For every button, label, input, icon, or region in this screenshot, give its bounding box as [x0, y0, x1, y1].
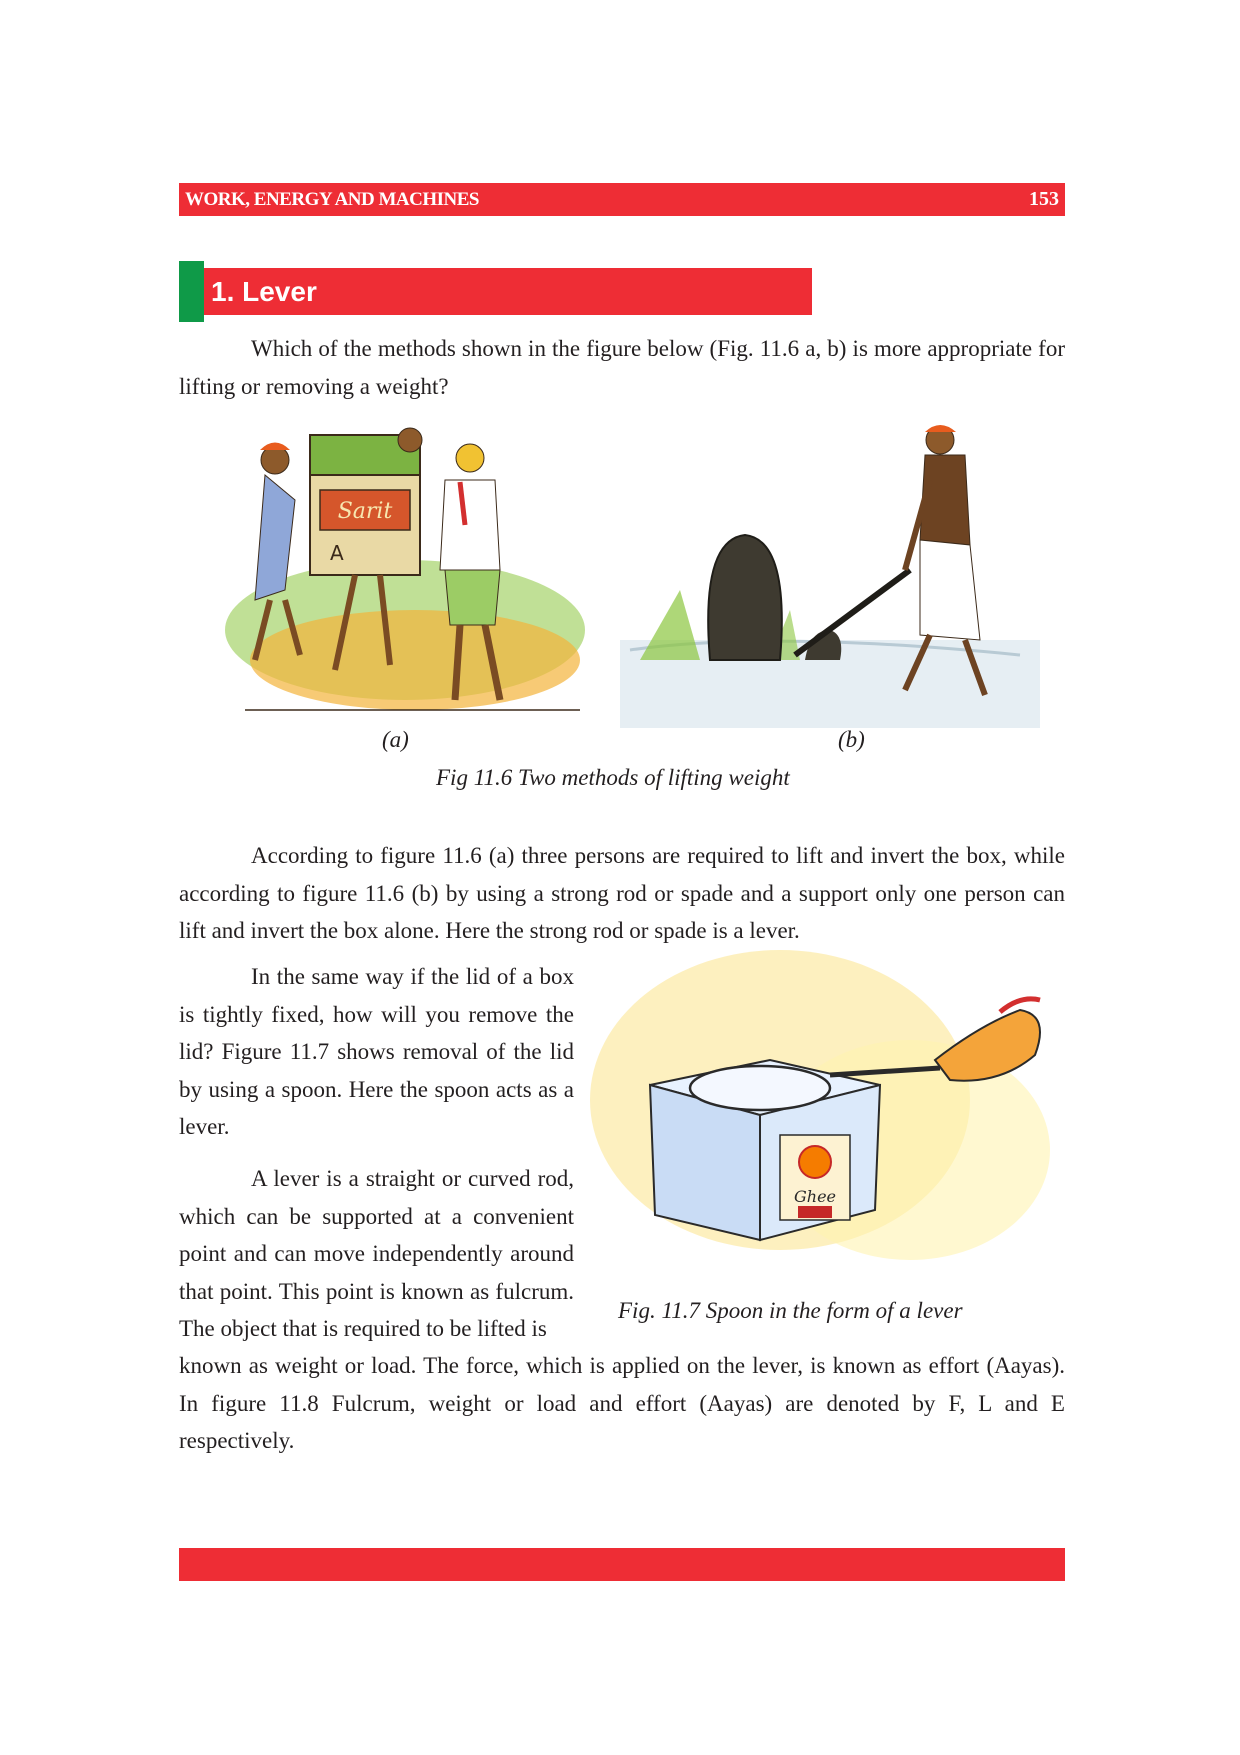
intro-text: Which of the methods shown in the figure below (Fig. 11.6 a, b) is more appropriate for lifting or removing a weight? — [179, 336, 1065, 399]
figure-11-7-illustration — [580, 940, 1070, 1285]
figure-11-6a-illustration — [215, 410, 595, 728]
lever-definition-text: A lever is a straight or curved rod, which can be supported at a convenient point and can move independently around that point. This point is known as fulcrum. The object that is required to be lifted is — [179, 1166, 574, 1341]
box-letter: A — [330, 541, 344, 565]
three-men-carrying-box-image — [215, 410, 595, 728]
according-text: According to figure 11.6 (a) three persons are required to lift and invert the box, while according to figure 11.6 (b) by using a strong rod or spade and a support only one person can lift and invert the box alone. Here the strong rod or spade is a lever. — [179, 843, 1065, 943]
tin-label: Ghee — [793, 1187, 837, 1206]
man-lifting-rock-with-rod-image — [620, 410, 1040, 728]
figure-11-6b-illustration — [620, 410, 1040, 728]
figure-label-b: (b) — [838, 727, 865, 752]
spoon-lifting-tin-lid-image — [580, 940, 1070, 1285]
section-heading — [204, 268, 812, 315]
section-accent-block — [179, 261, 204, 322]
lever-definition-cont-text: known as weight or load. The force, which is applied on the lever, is known as effort (Aayas). In figure 11.8 Fulcrum, weight or load and effort (Aayas) are denoted by F, L and E respectively. — [179, 1353, 1065, 1453]
lid-text: In the same way if the lid of a box is tightly fixed, how will you remove the lid? Figure 11.7 shows removal of the lid by using a spoon. Here the spoon acts as a lever. — [179, 964, 574, 1139]
figure-11-7-caption: Fig. 11.7 Spoon in the form of a lever — [618, 1298, 963, 1323]
lever-definition-paragraph — [179, 1160, 574, 1348]
lid-paragraph — [179, 958, 574, 1146]
lever-definition-continuation — [179, 1347, 1065, 1460]
according-paragraph — [179, 837, 1065, 950]
intro-paragraph — [179, 330, 1065, 405]
figure-11-6-caption: Fig 11.6 Two methods of lifting weight — [436, 765, 790, 790]
page-number: 153 — [1029, 188, 1059, 210]
section-title: 1. Lever — [211, 276, 317, 307]
figure-label-a: (a) — [382, 727, 409, 752]
chapter-title: WORK, ENERGY AND MACHINES — [185, 189, 479, 210]
running-header — [179, 183, 1065, 216]
footer-bar — [179, 1548, 1065, 1581]
box-brand-text: Sarit — [337, 499, 393, 524]
